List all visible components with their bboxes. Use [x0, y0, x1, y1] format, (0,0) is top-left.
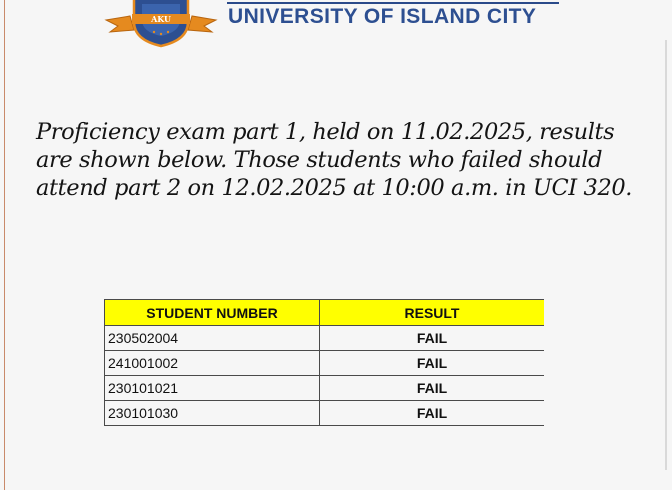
logo-text: AKU: [151, 14, 171, 24]
announcement-line: Proficiency exam part 1, held on 11.02.2025, results: [36, 119, 615, 145]
header-student-number: STUDENT NUMBER: [105, 300, 320, 326]
table-row: [105, 326, 545, 351]
header-rule: [227, 2, 559, 4]
table-row: [105, 401, 545, 426]
student-number-cell: 230101021: [105, 376, 320, 401]
announcement-text: [36, 118, 656, 202]
student-number-cell: 241001002: [105, 351, 320, 376]
announcement-line: attend part 2 on 12.02.2025 at 10:00 a.m. in UCI 320.: [36, 175, 633, 201]
result-cell: FAIL: [320, 376, 545, 401]
page-left-border: [4, 0, 5, 490]
header-result: RESULT: [320, 300, 545, 326]
table-row: [105, 351, 545, 376]
announcement-line: are shown below. Those students who failed should: [36, 147, 603, 173]
result-cell: FAIL: [320, 326, 545, 351]
result-cell: FAIL: [320, 351, 545, 376]
document-header: [0, 0, 672, 48]
university-name: UNIVERSITY OF ISLAND CITY: [228, 5, 537, 28]
page-right-border: [665, 40, 667, 470]
table-row: [105, 376, 545, 401]
student-number-cell: 230502004: [105, 326, 320, 351]
results-table: [104, 299, 544, 426]
table-header-row: [105, 300, 545, 326]
result-cell: FAIL: [320, 401, 545, 426]
university-logo: [104, 0, 218, 48]
student-number-cell: 230101030: [105, 401, 320, 426]
